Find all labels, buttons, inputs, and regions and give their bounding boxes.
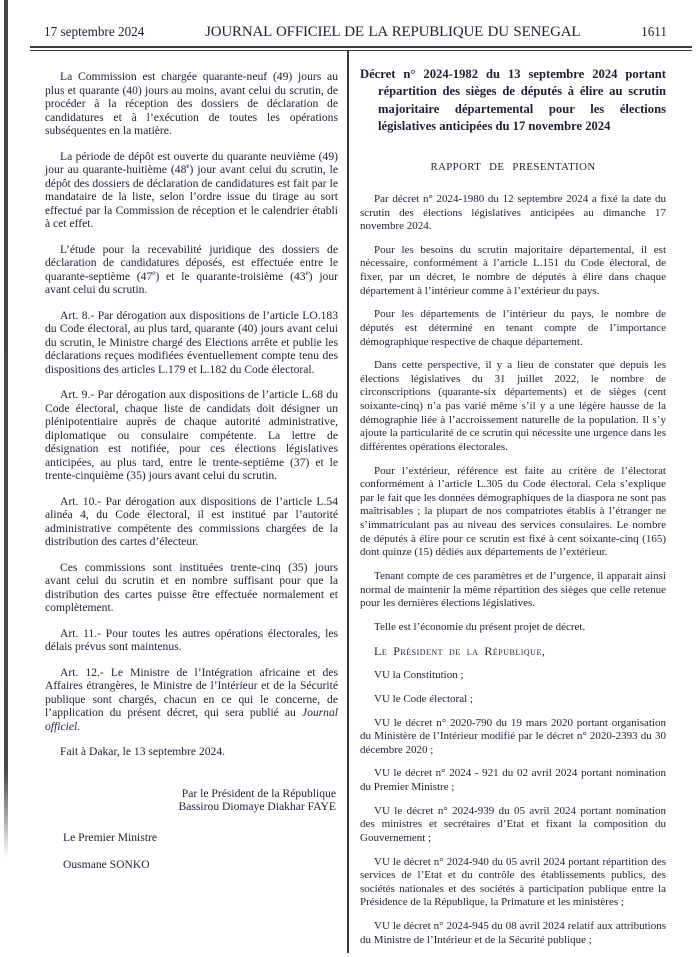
- right-column: [347, 51, 699, 953]
- superscript: e: [305, 268, 309, 277]
- signature-authority-line: Par le Président de la République: [181, 786, 336, 800]
- dateline: Fait à Dakar, le 13 septembre 2024.: [60, 745, 226, 758]
- paragraph: Pour les départements de l’intérieur du pays, le nombre de députés est déterminé en tenant compte de l’importance démographique respective de chaque département.: [360, 308, 666, 348]
- paragraph: La Commission est chargée quarante-neuf (49) jours au plus et quarante (40) jours au moins, avant celui du scrutin, de procéder à la réception des dossiers de déclaration de candidatures et à l’exécution de toutes les opérations subséquentes en la matière.: [45, 70, 338, 137]
- paragraph-article-8: Art. 8.- Par dérogation aux dispositions de l’article LO.183 du Code électoral, au plus tard, quarante (40) jours avant celui du scrutin, le Ministre chargé des Elections arrête et publie les déclarations reçues modifiées éventuellement compte tenu des dispositions des articles L.179 et L.182 du Code électoral.: [45, 308, 338, 376]
- vu-item: VU le décret n° 2020-790 du 19 mars 2020 portant organisation du Ministère de l’Intérieur modifié par le décret n° 2020-2393 du 30 décembre 2020 ;: [360, 716, 666, 756]
- vu-item: VU le Code électoral ;: [374, 692, 473, 705]
- paragraph: Par décret n° 2024-1980 du 12 septembre 2024 a fixé la date du scrutin des élections législatives anticipées au dimanche 17 novembre 2024.: [360, 192, 666, 233]
- signature-pm-name: Ousmane SONKO: [63, 858, 150, 871]
- paragraph-article-12: [45, 666, 338, 734]
- superscript: e: [152, 268, 156, 277]
- text-run: ) jour avant celui du scrutin.: [45, 269, 338, 296]
- page-header: [0, 0, 699, 46]
- text-run: .: [77, 719, 81, 733]
- paragraph-article-9: Art. 9.- Par dérogation aux dispositions de l’article L.68 du Code électoral, chaque liste de candidats doit désigner un plénipotentiaire auprès de chaque autorité administrative, diplomatique ou consulaire compétente. La lettre de désignation est notifiée, pour ces élections législatives anticipées, au plus tard, entre le trente-septième (37) et le trente-cinquième (35) jours avant celui du scrutin.: [45, 388, 338, 482]
- header-date: 17 septembre 2024: [44, 24, 145, 39]
- scan-edge-artifact: [4, 0, 8, 858]
- vu-item: VU le décret n° 2024-939 du 05 avril 2024 portant nomination des ministres et secrétaires d’Etat et fixant la composition du Gouvernement ;: [360, 804, 666, 844]
- president-line: Le Président de la République,: [374, 644, 546, 659]
- paragraph: Telle est l’économie du présent projet de décret.: [374, 620, 586, 633]
- paragraph: Pour les besoins du scrutin majoritaire départemental, il est nécessaire, conformément à l’article L.151 du Code électoral, de fixer, par un décret, le nombre de députés à élire dans chaque département à l’intérieur comme à l’extérieur du pays.: [360, 243, 666, 297]
- paragraph: [45, 150, 338, 231]
- text-run: La période de dépôt est ouverte du quarante neuvième (49) jour au quarante-huitième (48: [45, 149, 338, 176]
- paragraph: [45, 243, 338, 297]
- paragraph-article-10: Art. 10.- Par dérogation aux dispositions de l’article L.54 alinéa 4, du Code électoral, il est institué par l’autorité administrative compétente des commissions chargées de la distribution des cartes d’électeur.: [45, 494, 338, 548]
- text-run: L’étude pour la recevabilité juridique des dossiers de déclaration de candidatures déposés, est effectuée entre le quarante-septième (47: [45, 242, 338, 283]
- paragraph: Dans cette perspective, il y a lieu de constater que depuis les élections législatives du 31 juillet 2022, le nombre de circonscriptions (quarante-six départements) et de sièges (cent soixante-cinq) n’a pas varié même s’il y a une légère hausse de la démographie liée à l’accroissement naturelle de la population. Il s’y ajoute la particularité de ce scrutin qui nécessite une urgence dans les différentes opérations électorales.: [360, 359, 666, 453]
- paragraph-article-11: Art. 11.- Pour toutes les autres opérations électorales, les délais prévus sont maintenus.: [45, 626, 338, 653]
- journal-officiel-italic: Journal officiel: [45, 706, 338, 733]
- paragraph: Ces commissions sont instituées trente-cinq (35) jours avant celui du scrutin et en nombre suffisant pour que la distribution des cartes puisse être effectuée normalement et complètement.: [45, 560, 338, 614]
- signature-president-name: Bassirou Diomaye Diakhar FAYE: [178, 800, 336, 813]
- paragraph: Tenant compte de ces paramètres et de l’urgence, il apparait ainsi normal de maintenir la même répartition des sièges que celle retenue pour les dernières élections législatives.: [360, 569, 666, 610]
- text-run: ) et le quarante-troisième (43: [155, 269, 306, 283]
- text-run: Art. 12.- Le Ministre de l’Intégration africaine et des Affaires étrangères, le Ministre de l’Intérieur et de la Sécurité publique sont chargés, chacun en ce qui le concerne, de l’application du présent décret, qui sera publié au: [45, 665, 338, 719]
- vu-item: VU le décret n° 2024-945 du 08 avril 2024 relatif aux attributions du Ministre de l’Intérieur et de la Sécurité publique ;: [360, 920, 666, 946]
- paragraph: Pour l’extérieur, référence est faite au critère de l’électorat conformément à l’article L.305 du Code électoral. Cela s’explique par le fait que les données démographiques de la diaspora ne sont pas maîtrisables ; la plupart de nos compatriotes établis à l’étranger ne s’immatriculant pas au niveau des services consulaires. Le nombre de députés à élire pour ce scrutin est fixé à cent soixante-cinq (165) dont quinze (15) dédiés aux départements de l’extérieur.: [360, 464, 666, 559]
- journal-title: JOURNAL OFFICIEL DE LA REPUBLIQUE DU SENEGAL: [205, 24, 581, 40]
- vu-item: VU la Constitution ;: [374, 669, 464, 682]
- page-number: 1611: [641, 24, 667, 39]
- left-column: [30, 51, 347, 953]
- signature-pm-title: Le Premier Ministre: [63, 830, 158, 844]
- text-run: ) jour avant celui du scrutin, le dépôt des dossiers de déclaration de candidatures est fait par le mandataire de la liste, selon l’ordre issue du tirage au sort effectué par la Commission de réception et le calendrier établi à cet effet.: [45, 163, 338, 230]
- superscript: e: [186, 162, 190, 171]
- vu-item: VU le décret n° 2024 - 921 du 02 avril 2024 portant nomination du Premier Ministre ;: [360, 767, 666, 793]
- vu-item: VU le décret n° 2024-940 du 05 avril 2024 portant répartition des services de l’Etat et du contrôle des établissements publics, des sociétés nationales et des sociétés à participation publique entre la Présidence de la République, la Primature et les ministères ;: [360, 855, 666, 909]
- decree-title: Décret n° 2024-1982 du 13 septembre 2024 portant répartition des sièges de députés à élire au scrutin majoritaire départemental pour les élections législatives anticipées du 17 novembre 2024: [360, 67, 666, 134]
- report-heading: RAPPORT DE PRESENTATION: [430, 160, 596, 173]
- two-column-body: [0, 51, 699, 953]
